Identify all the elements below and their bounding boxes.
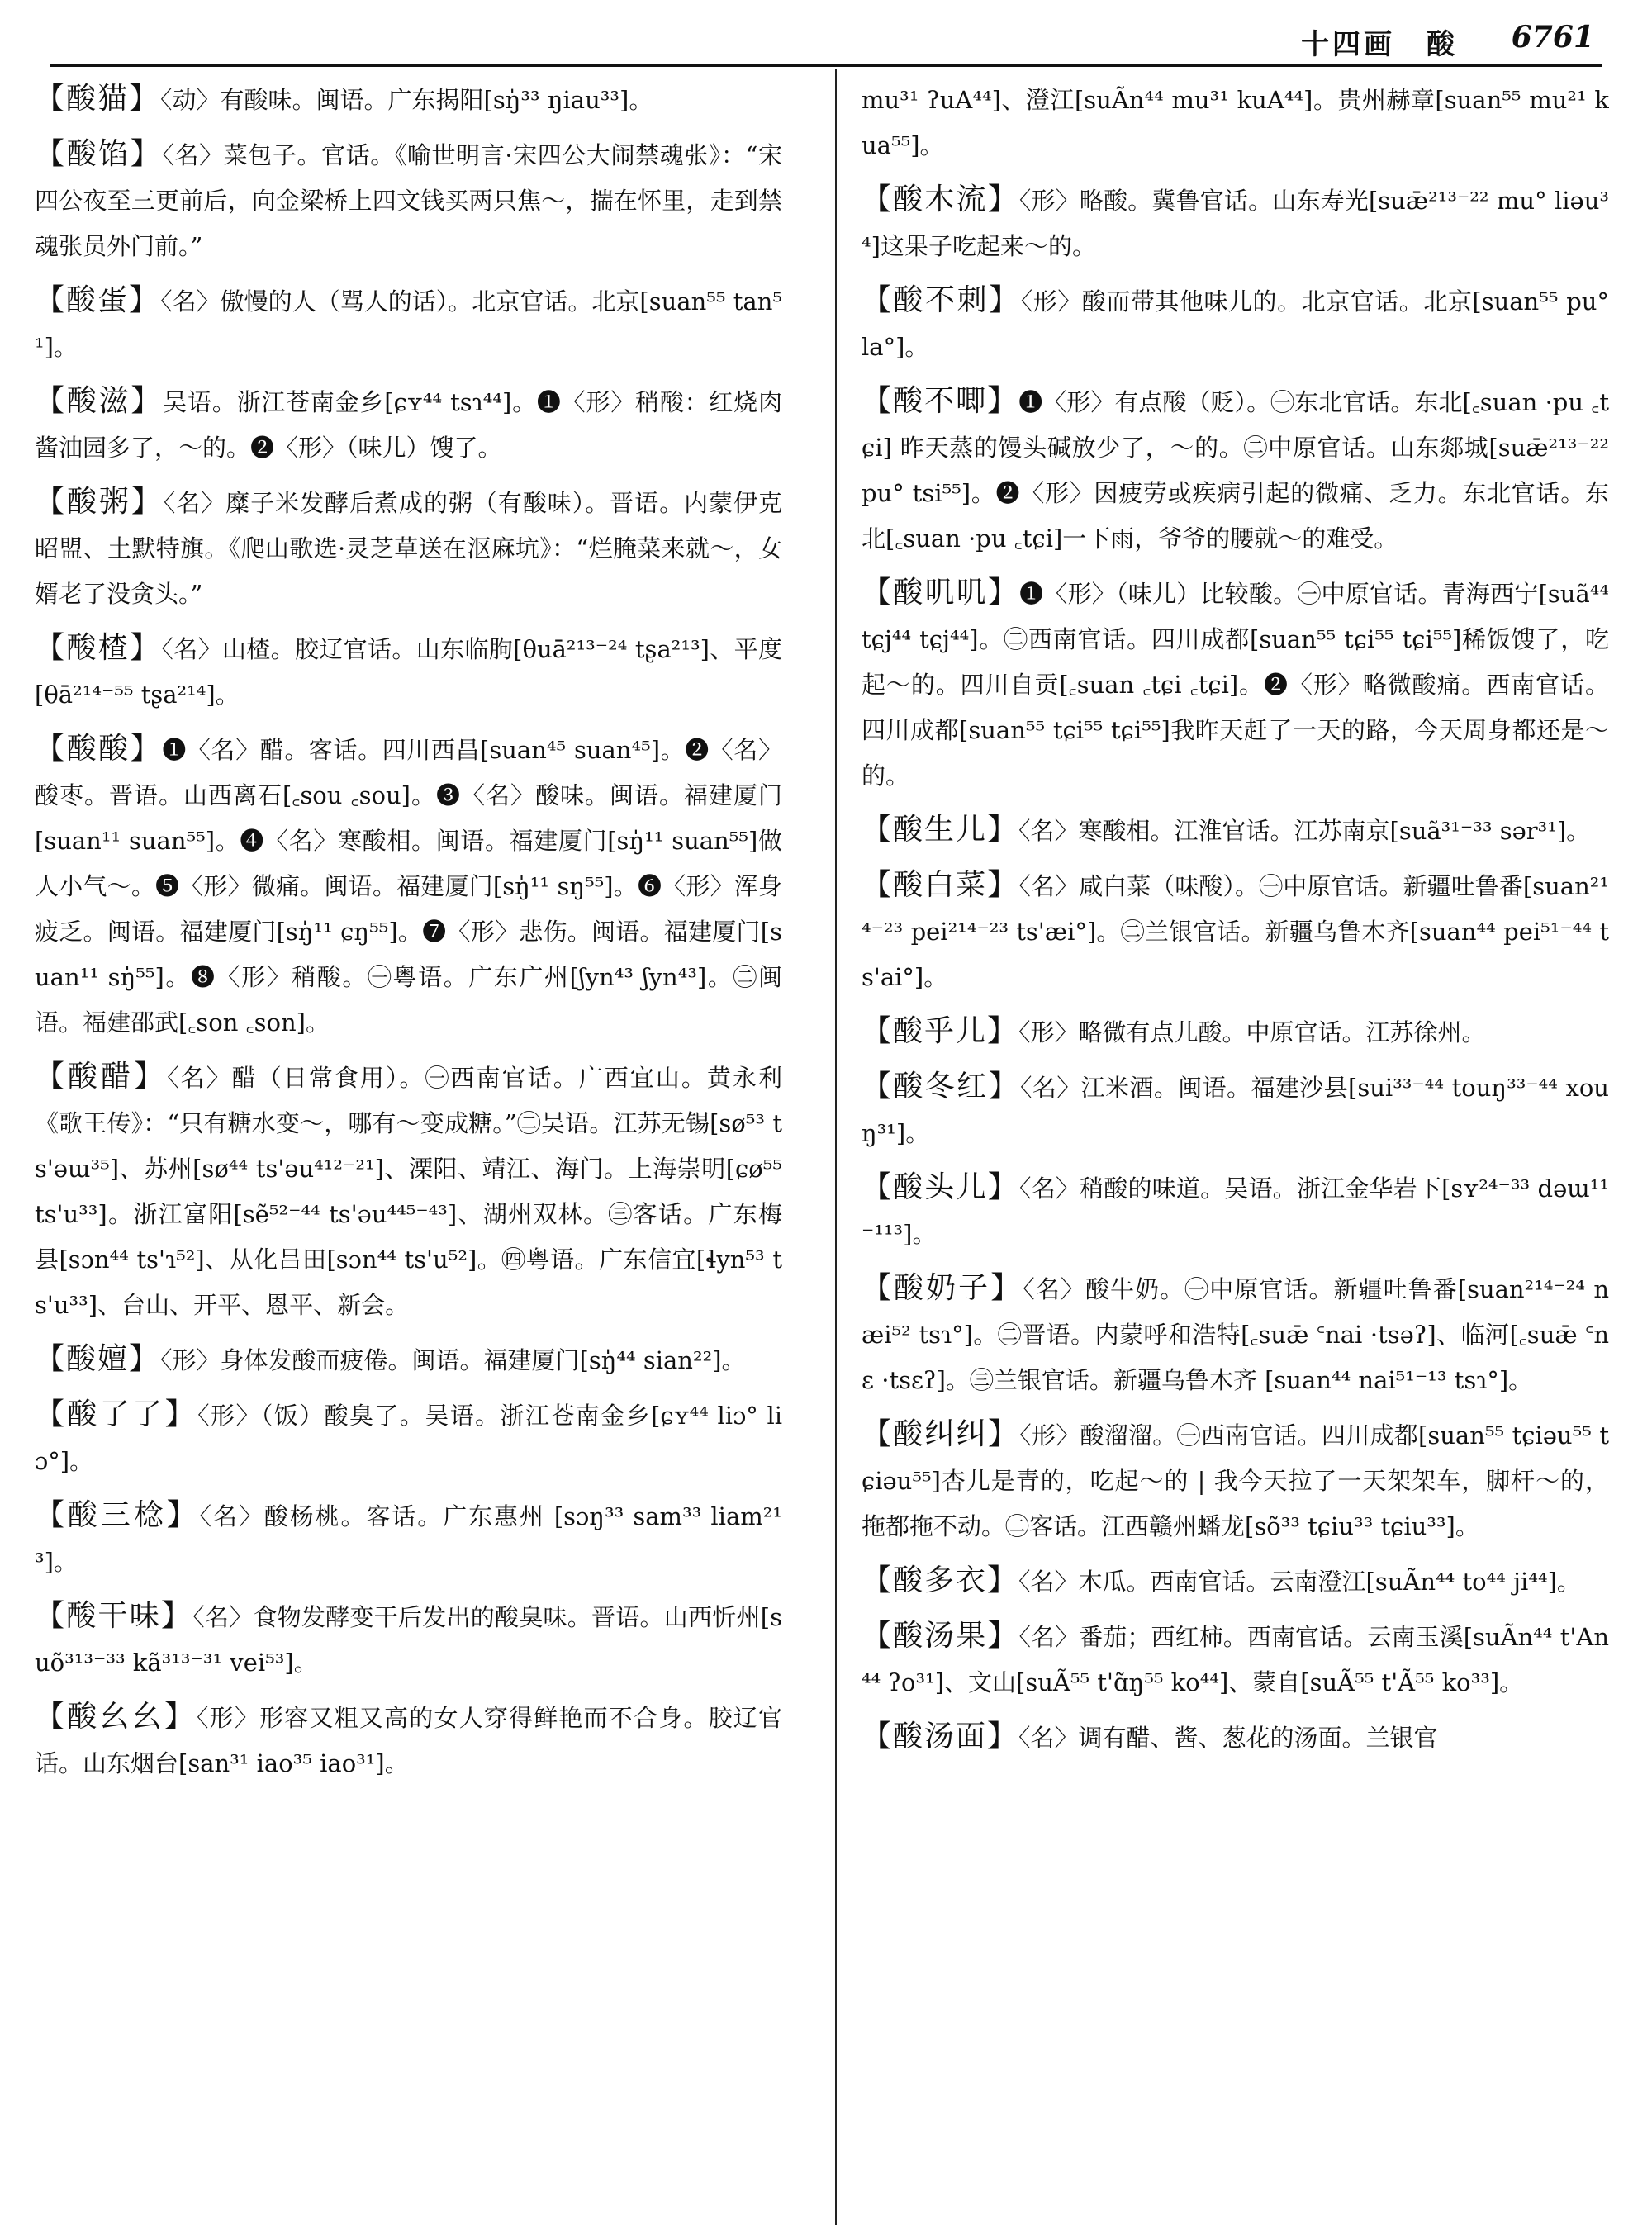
dictionary-entry xyxy=(35,1593,782,1686)
page-header xyxy=(50,15,1602,63)
entry-text: 〈形〉（饭）酸臭了。吴语。浙江苍南金乡[ɕʏ⁴⁴ liɔ° liɔ°]。 xyxy=(35,1402,782,1475)
dictionary-entry xyxy=(35,1492,782,1585)
dictionary-entry xyxy=(35,1336,782,1383)
dictionary-entry-continued xyxy=(862,76,1609,168)
headword: 【酸干味】 xyxy=(35,1599,193,1633)
headword: 【酸多衣】 xyxy=(862,1563,1019,1597)
dictionary-entry xyxy=(862,1558,1609,1605)
entry-text: 〈名〉稍酸的味道。吴语。浙江金华岩下[sʏ²⁴⁻³³ dəɯ¹¹⁻¹¹³]。 xyxy=(862,1174,1609,1248)
dictionary-entry xyxy=(35,479,782,617)
entry-text: 〈名〉咸白菜（味酸）。㊀中原官话。新疆吐鲁番[suan²¹⁴⁻²³ pei²¹⁴⁻²³ ts'æi°]。㊁兰银官话。新疆乌鲁木齐[suan⁴⁴ pei⁵¹⁻⁴⁴ ts'ai°]。 xyxy=(862,872,1609,991)
entry-text: 〈名〉调有醋、酱、葱花的汤面。兰银官 xyxy=(1018,1724,1438,1752)
dictionary-entry xyxy=(35,726,782,1046)
entry-text: 〈名〉傲慢的人（骂人的话）。北京官话。北京[suan⁵⁵ tan⁵¹]。 xyxy=(35,287,782,361)
headword: 【酸滋】 xyxy=(35,384,164,418)
dictionary-entry xyxy=(35,131,782,269)
headword: 【酸楂】 xyxy=(35,631,162,665)
headword: 【酸不唧】 xyxy=(862,384,1019,418)
headword: 【酸头儿】 xyxy=(862,1170,1019,1204)
dictionary-entry xyxy=(35,1392,782,1484)
running-head: 十四画 酸 xyxy=(1301,28,1458,61)
headword: 【酸生儿】 xyxy=(862,813,1019,847)
headword: 【酸蛋】 xyxy=(35,283,161,317)
headword: 【酸不刺】 xyxy=(862,283,1021,317)
dictionary-entry xyxy=(862,278,1609,370)
dictionary-entry xyxy=(35,76,782,123)
dictionary-entry xyxy=(35,1694,782,1786)
dictionary-entry xyxy=(862,1064,1609,1156)
entry-text: ❶〈形〉（味儿）比较酸。㊀中原官话。青海西宁[suã⁴⁴ tɕj⁴⁴ tɕj⁴⁴]。㊁西南官话。四川成都[suan⁵⁵ tɕi⁵⁵ tɕi⁵⁵]稀饭馊了，吃起～的。四川自贡[꜀suan ꜀tɕi ꜀tɕi]。❷〈形〉略微酸痛。西南官话。四川成都[suan⁵⁵ tɕi⁵⁵ tɕi⁵⁵]我昨天赶了一天的路，今天周身都还是～的。 xyxy=(862,580,1609,790)
entry-text: 〈名〉寒酸相。江淮官话。江苏南京[suã³¹⁻³³ sər³¹]。 xyxy=(1018,817,1591,845)
headword: 【酸三棯】 xyxy=(35,1498,200,1532)
headword: 【酸纠纠】 xyxy=(862,1417,1020,1451)
headword: 【酸汤果】 xyxy=(862,1619,1019,1653)
headword: 【酸馅】 xyxy=(35,137,163,171)
dictionary-entry xyxy=(862,1412,1609,1549)
entry-text: 〈形〉略微有点儿酸。中原官话。江苏徐州。 xyxy=(1018,1018,1486,1046)
dictionary-entry xyxy=(862,177,1609,269)
headword: 【酸嬗】 xyxy=(35,1342,161,1376)
dictionary-entry xyxy=(35,1054,782,1328)
entry-text: 〈名〉酸杨桃。客话。广东惠州 [sɔŋ³³ sam³³ liam²¹³]。 xyxy=(35,1502,782,1576)
dictionary-entry xyxy=(35,378,782,471)
headword: 【酸粥】 xyxy=(35,485,164,519)
headword: 【酸酸】 xyxy=(35,732,163,766)
headword: 【酸乎儿】 xyxy=(862,1014,1019,1048)
entry-text: 〈形〉略酸。冀鲁官话。山东寿光[suǣ²¹³⁻²² mu° liəu³⁴]这果子吃起来～的。 xyxy=(862,187,1609,260)
entry-text: 吴语。浙江苍南金乡[ɕʏ⁴⁴ tsɿ⁴⁴]。❶〈形〉稍酸：红烧肉酱油园多了，～的。❷〈形〉（味儿）馊了。 xyxy=(35,388,782,462)
entry-text: 〈名〉菜包子。官话。《喻世明言·宋四公大闹禁魂张》：“宋四公夜至三更前后，向金梁桥上四文钱买两只焦～，揣在怀里，走到禁魂张员外门前。” xyxy=(35,141,782,260)
dictionary-entry xyxy=(862,1165,1609,1257)
dictionary-entry xyxy=(862,1714,1609,1761)
dictionary-entry xyxy=(862,807,1609,854)
entry-text: 〈形〉身体发酸而疲倦。闽语。福建厦门[sŋ̍⁴⁴ sian²²]。 xyxy=(160,1346,746,1374)
dictionary-entry xyxy=(862,1265,1609,1403)
entry-text: 〈名〉山楂。胶辽官话。山东临朐[θuā²¹³⁻²⁴ tʂa²¹³]、平度[θā²¹⁴⁻⁵⁵ tʂa²¹⁴]。 xyxy=(35,635,782,709)
headword: 【酸冬红】 xyxy=(862,1070,1020,1103)
page-number: 6761 xyxy=(1511,20,1594,55)
entry-text: 〈名〉食物发酵变干后发出的酸臭味。晋语。山西忻州[suõ³¹³⁻³³ kã³¹³⁻³¹ vei⁵³]。 xyxy=(35,1603,782,1677)
dictionary-entry xyxy=(862,1008,1609,1056)
entry-text: 〈形〉酸而带其他味儿的。北京官话。北京[suan⁵⁵ pu° la°]。 xyxy=(862,287,1609,361)
entry-text: 〈名〉番茄；西红柿。西南官话。云南玉溪[suÃn⁴⁴ t'An⁴⁴ ʔo³¹]、文山[suÃ⁵⁵ t'ɑ̃ŋ⁵⁵ ko⁴⁴]、蒙自[suÃ⁵⁵ t'Ã⁵⁵ ko³³]。 xyxy=(862,1623,1609,1696)
headword: 【酸叽叽】 xyxy=(862,576,1020,610)
entry-text: 〈名〉江米酒。闽语。福建沙县[sui³³⁻⁴⁴ touŋ³³⁻⁴⁴ xouŋ³¹]。 xyxy=(862,1074,1609,1147)
dictionary-entry xyxy=(862,570,1609,799)
dictionary-entry xyxy=(35,625,782,718)
entry-text: 〈名〉酸牛奶。㊀中原官话。新疆吐鲁番[suan²¹⁴⁻²⁴ næi⁵² tsɿ°]。㊁晋语。内蒙呼和浩特[꜀suǣ ꜂nai ·tsəʔ]、临河[꜀suǣ ꜂nɛ ·tsɛʔ]。㊂兰银官话。新疆乌鲁木齐 [suan⁴⁴ nai⁵¹⁻¹³ tsɿ°]。 xyxy=(862,1275,1609,1394)
headword: 【酸醋】 xyxy=(35,1060,168,1094)
headword: 【酸汤面】 xyxy=(862,1720,1019,1753)
entry-text: ❶〈形〉有点酸（贬）。㊀东北官话。东北[꜀suan ·pu ꜀tɕi] 昨天蒸的馒头碱放少了，～的。㊁中原官话。山东郯城[suǣ²¹³⁻²² pu° tsi⁵⁵]。❷〈形〉因疲劳或疾病引起的微痛、乏力。东北官话。东北[꜀suan ·pu ꜀tɕi]一下雨，爷爷的腰就～的难受。 xyxy=(862,388,1609,553)
headword: 【酸了了】 xyxy=(35,1397,198,1431)
column-divider xyxy=(835,69,837,2225)
headword: 【酸幺幺】 xyxy=(35,1700,197,1734)
entry-text: ❶〈名〉醋。客话。四川西昌[suan⁴⁵ suan⁴⁵]。❷〈名〉酸枣。晋语。山西离石[꜀sou ꜀sou]。❸〈名〉酸味。闽语。福建厦门[suan¹¹ suan⁵⁵]。❹〈名〉寒酸相。闽语。福建厦门[sŋ̍¹¹ suan⁵⁵]做人小气～。❺〈形〉微痛。闽语。福建厦门[sŋ̍¹¹ sŋ⁵⁵]。❻〈形〉浑身疲乏。闽语。福建厦门[sŋ̍¹¹ ɕŋ⁵⁵]。❼〈形〉悲伤。闽语。福建厦门[suan¹¹ sŋ̍⁵⁵]。❽〈形〉稍酸。㊀粤语。广东广州[ʃyn⁴³ ʃyn⁴³]。㊁闽语。福建邵武[꜀son ꜀son]。 xyxy=(35,736,782,1037)
entry-text: 〈名〉醋（日常食用）。㊀西南官话。广西宜山。黄永利《歌王传》：“只有糖水变～，哪有～变成糖。”㊁吴语。江苏无锡[sø⁵³ ts'əɯ³⁵]、苏州[sø⁴⁴ ts'əu⁴¹²⁻²¹]、溧阳、靖江、海门。上海崇明[ɕø⁵⁵ ts'u³³]。浙江富阳[sẽ⁵²⁻⁴⁴ ts'əu⁴⁴⁵⁻⁴³]、湖州双林。㊂客话。广东梅县[sɔn⁴⁴ ts'ɿ⁵²]、从化吕田[sɔn⁴⁴ ts'u⁵²]。㊃粤语。广东信宜[ɬyn⁵³ ts'u³³]、台山、开平、恩平、新会。 xyxy=(35,1064,782,1319)
header-rule xyxy=(50,64,1602,67)
headword: 【酸猫】 xyxy=(35,82,161,116)
dictionary-entry xyxy=(862,378,1609,562)
headword: 【酸奶子】 xyxy=(862,1271,1023,1305)
dictionary-entry xyxy=(862,862,1609,1000)
right-column xyxy=(862,76,1609,2223)
dictionary-entry xyxy=(35,278,782,370)
entry-text: 〈形〉形容又粗又高的女人穿得鲜艳而不合身。胶辽官话。山东烟台[san³¹ iao³⁵ iao³¹]。 xyxy=(35,1704,782,1777)
entry-text: 〈名〉木瓜。西南官话。云南澄江[suÃn⁴⁴ to⁴⁴ ji⁴⁴]。 xyxy=(1018,1568,1581,1596)
entry-text: 〈动〉有酸味。闽语。广东揭阳[sŋ̍³³ ŋiau³³]。 xyxy=(160,86,653,114)
left-column xyxy=(35,76,782,2223)
entry-text: 〈名〉糜子米发酵后煮成的粥（有酸味）。晋语。内蒙伊克昭盟、土默特旗。《爬山歌选·灵芝草送在沤麻坑》：“烂腌菜来就～，女婿老了没贪头。” xyxy=(35,489,782,608)
headword: 【酸木流】 xyxy=(862,183,1019,216)
entry-text: 〈形〉酸溜溜。㊀西南官话。四川成都[suan⁵⁵ tɕiəu⁵⁵ tɕiəu⁵⁵]杏儿是青的，吃起～的 | 我今天拉了一天架架车，脚杆～的，拖都拖不动。㊁客话。江西赣州蟠龙[sõ³³ tɕiu³³ tɕiu³³]。 xyxy=(862,1421,1609,1540)
dictionary-entry xyxy=(862,1613,1609,1706)
headword: 【酸白菜】 xyxy=(862,868,1019,902)
entry-text: mu³¹ ʔuA⁴⁴]、澄江[suÃn⁴⁴ mu³¹ kuA⁴⁴]。贵州赫章[suan⁵⁵ mu²¹ kua⁵⁵]。 xyxy=(862,86,1609,159)
